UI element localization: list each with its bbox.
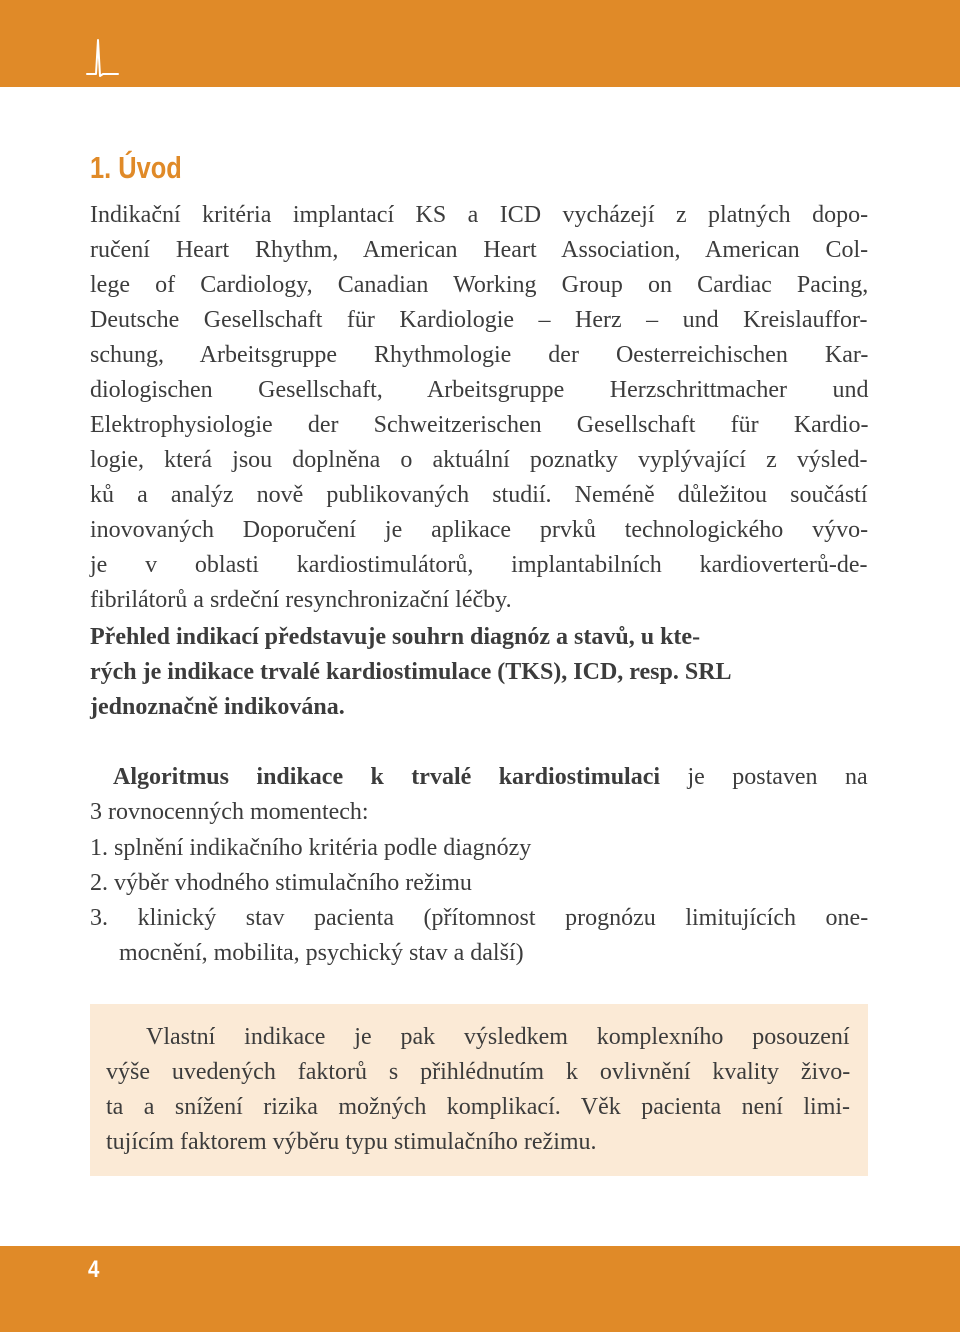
algorithm-second-line: 3 rovnocenných momentech:: [90, 799, 369, 825]
ecg-heartbeat-icon: [86, 38, 120, 82]
highlight-line: ta a snížení rizika možných komplikací. Věk pacienta není limi-: [106, 1094, 851, 1120]
algorithm-bold-lead: Algoritmus indikace k trvalé kardiostimulaci: [113, 764, 661, 790]
highlight-box: [90, 1004, 868, 1176]
intro-line: Elektrophysiologie der Schweitzerischen Gesellschaft für Kardio-: [90, 412, 869, 438]
intro-line: Deutsche Gesellschaft für Kardiologie – Herz – und Kreislauffor-: [90, 307, 868, 333]
algorithm-item: 1. splnění indikačního kritéria podle diagnózy: [90, 835, 532, 861]
bold-summary-line: rých je indikace trvalé kardiostimulace (TKS), ICD, resp. SRL: [90, 659, 732, 685]
intro-line: ručení Heart Rhythm, American Heart Association, American Col-: [90, 237, 869, 263]
algorithm-item-continuation: mocnění, mobilita, psychický stav a další): [119, 940, 524, 966]
algorithm-lead-rest: je postaven na: [660, 764, 868, 790]
intro-line: lege of Cardiology, Canadian Working Group on Cardiac Pacing,: [90, 272, 869, 298]
algorithm-item: 2. výběr vhodného stimulačního režimu: [90, 870, 472, 896]
algorithm-item: 3. klinický stav pacienta (přítomnost prognózu limitujících one-: [90, 905, 869, 931]
section-title: 1. Úvod: [90, 150, 182, 185]
intro-line: schung, Arbeitsgruppe Rhythmologie der Oesterreichischen Kar-: [90, 342, 869, 368]
intro-line: ků a analýz nově publikovaných studií. Neméně důležitou součástí: [90, 482, 868, 508]
intro-line: je v oblasti kardiostimulátorů, implantabilních kardioverterů-de-: [90, 552, 868, 578]
intro-line: Indikační kritéria implantací KS a ICD vycházejí z platných dopo-: [90, 202, 869, 228]
intro-line: diologischen Gesellschaft, Arbeitsgruppe Herzschrittmacher und: [90, 377, 869, 403]
highlight-line: Vlastní indikace je pak výsledkem komplexního posouzení: [146, 1024, 850, 1050]
header-bar: [0, 0, 960, 87]
bold-summary-line: Přehled indikací představuje souhrn diagnóz a stavů, u kte-: [90, 624, 701, 650]
intro-line: inovovaných Doporučení je aplikace prvků technologického vývo-: [90, 517, 869, 543]
bold-summary-line: jednoznačně indikována.: [90, 694, 345, 720]
algorithm-lead: [113, 760, 868, 795]
page-number: 4: [88, 1256, 100, 1283]
intro-line: logie, která jsou doplněna o aktuální poznatky vyplývající z výsled-: [90, 447, 868, 473]
highlight-line: výše uvedených faktorů s přihlédnutím k ovlivnění kvality živo-: [106, 1059, 851, 1085]
highlight-line: tujícím faktorem výběru typu stimulačního režimu.: [106, 1129, 597, 1155]
intro-line: fibrilátorů a srdeční resynchronizační léčby.: [90, 587, 512, 613]
footer-bar: [0, 1246, 960, 1332]
